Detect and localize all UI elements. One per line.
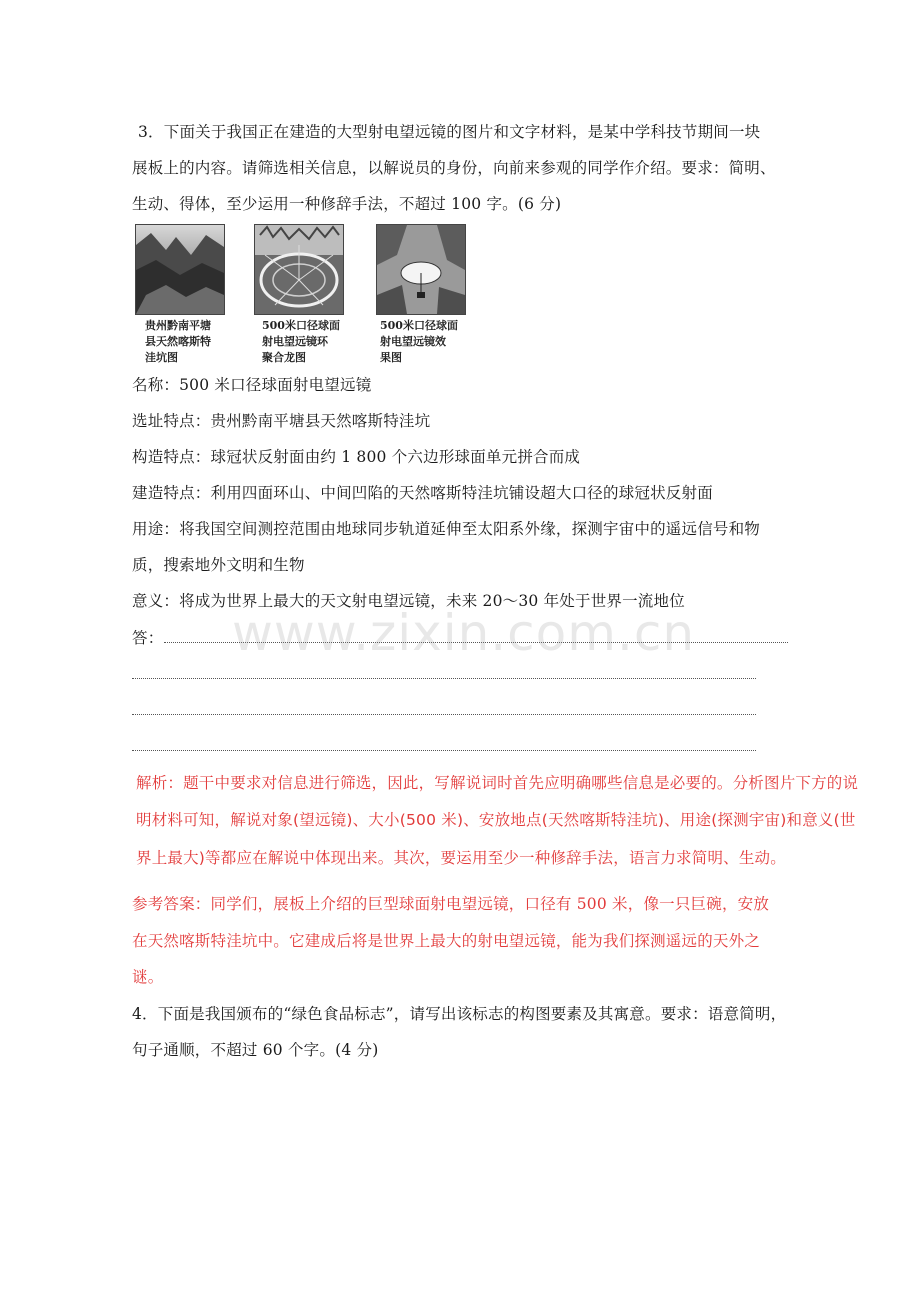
q3-line-1: 3．下面关于我国正在建造的大型射电望远镜的图片和文字材料，是某中学科技节期间一块 (138, 123, 761, 141)
reference-line-1: 参考答案：同学们，展板上介绍的巨型球面射电望远镜，口径有 500 米，像一只巨碗，安放 (132, 895, 770, 913)
telescope-effect-photo (376, 224, 466, 315)
info-name: 名称：500 米口径球面射电望远镜 (132, 376, 372, 394)
info-use-line-1: 用途：将我国空间测控范围由地球同步轨道延伸至太阳系外缘，探测宇宙中的遥远信号和物 (132, 520, 761, 538)
karst-depression-photo (135, 224, 225, 315)
q4-line-2: 句子通顺，不超过 60 个字。(4 分) (132, 1041, 379, 1059)
info-site: 选址特点：贵州黔南平塘县天然喀斯特洼坑 (132, 412, 431, 430)
analysis-line-3: 界上最大)等都应在解说中体现出来。其次，要运用至少一种修辞手法，语言力求简明、生动。 (136, 849, 786, 867)
analysis-line-1: 解析：题干中要求对信息进行筛选，因此，写解说词时首先应明确哪些信息是必要的。分析图片下方的说 (136, 774, 859, 792)
answer-line-2[interactable] (132, 678, 756, 679)
photo-3-caption: 500米口径球面 射电望远镜效 果图 (380, 319, 458, 364)
photo-1-caption: 贵州黔南平塘 县天然喀斯特 洼坑图 (145, 319, 211, 364)
ring-assembly-photo (254, 224, 344, 315)
watermark: www.zixin.com.cn (232, 604, 696, 662)
answer-line-4[interactable] (132, 750, 756, 751)
q4-line-1: 4．下面是我国颁布的“绿色食品标志”，请写出该标志的构图要素及其寓意。要求：语意简明， (132, 1005, 787, 1023)
answer-label: 答： (132, 629, 164, 647)
q3-line-2: 展板上的内容。请筛选相关信息，以解说员的身份，向前来参观的同学作介绍。要求：简明、 (132, 159, 776, 177)
info-meaning: 意义：将成为世界上最大的天文射电望远镜，未来 20～30 年处于世界一流地位 (132, 592, 685, 610)
answer-line-3[interactable] (132, 714, 756, 715)
reference-line-3: 谜。 (132, 968, 164, 986)
analysis-line-2: 明材料可知，解说对象(望远镜)、大小(500 米)、安放地点(天然喀斯特洼坑)、用途(探测宇宙)和意义(世 (136, 811, 856, 829)
q3-line-3: 生动、得体，至少运用一种修辞手法，不超过 100 字。(6 分) (132, 195, 562, 213)
photo-2-caption: 500米口径球面 射电望远镜环 聚合龙图 (262, 319, 340, 364)
info-structure: 构造特点：球冠状反射面由约 1 800 个六边形球面单元拼合而成 (132, 448, 581, 466)
info-build: 建造特点：利用四面环山、中间凹陷的天然喀斯特洼坑铺设超大口径的球冠状反射面 (132, 484, 713, 502)
reference-line-2: 在天然喀斯特洼坑中。它建成后将是世界上最大的射电望远镜，能为我们探测遥远的天外之 (132, 932, 761, 950)
info-use-line-2: 质，搜索地外文明和生物 (132, 556, 305, 574)
